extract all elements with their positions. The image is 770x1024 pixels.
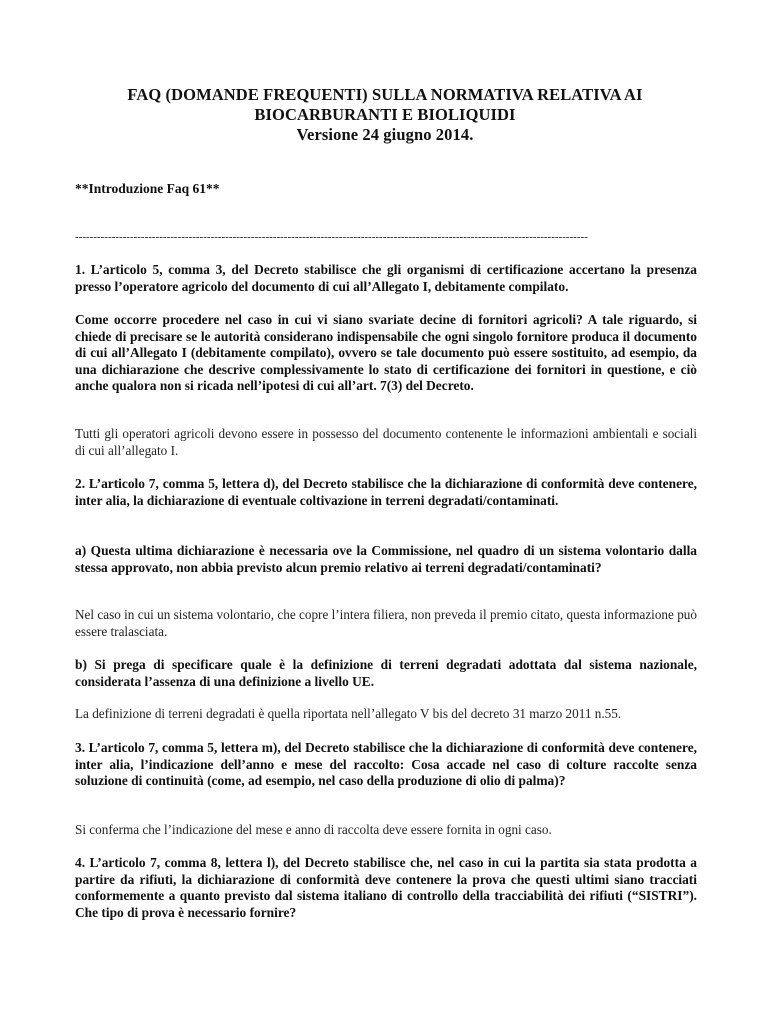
question-2b: b) Si prega di specificare quale è la definizione di terreni degradati adottata dal sistema nazionale, considerata l’assenza di una definizione a livello UE. [75,657,697,689]
intro-heading: **Introduzione Faq 61** [75,181,220,196]
title-line-2: BIOCARBURANTI E BIOLIQUIDI [254,105,516,124]
answer-3: Si conferma che l’indicazione del mese e anno di raccolta deve essere fornita in ogni caso. [75,822,552,837]
question-1-detail: Come occorre procedere nel caso in cui vi siano svariate decine di fornitori agricoli? A tale riguardo, si chiede di precisare se le autorità considerano indispensabile che ogni singolo fornitore produca il documento di cui all’Allegato I (debitamente compilato), ovvero se tale documento può essere sostituito, ad esempio, da una dichiarazione che descrive complessivamente lo stato di certificazione dei fornitori in questione, e ciò anche qualora non si ricada nell’ipotesi di cui all’art. 7(3) del Decreto. [75,312,697,394]
question-3: 3. L’articolo 7, comma 5, lettera m), del Decreto stabilisce che la dichiarazione di conformità deve contenere, inter alia, l’indicazione dell’anno e mese del raccolto: Cosa accade nel caso di colture raccolte senza soluzione di continuità (come, ad esempio, nel caso della produzione di olio di palma)? [75,740,697,789]
answer-2b: La definizione di terreni degradati è quella riportata nell’allegato V bis del decreto 31 marzo 2011 n.55. [75,706,622,721]
question-2a: a) Questa ultima dichiarazione è necessaria ove la Commissione, nel quadro di un sistema volontario dalla stessa approvato, non abbia previsto alcun premio relativo ai terreni degradati/contaminati? [75,543,697,575]
question-4: 4. L’articolo 7, comma 8, lettera l), del Decreto stabilisce che, nel caso in cui la partita sia stata prodotta a partire da rifiuti, la dichiarazione di conformità deve contenere la prova che questi ultimi siano tracciati conformemente a quanto previsto dal sistema italiano di controllo della tracciabilità dei rifiuti (“SISTRI”). Che tipo di prova è necessario fornire? [75,855,697,920]
answer-2a: Nel caso in cui un sistema volontario, che copre l’intera filiera, non preveda il premio citato, questa informazione può essere tralasciata. [75,607,697,639]
question-2: 2. L’articolo 7, comma 5, lettera d), del Decreto stabilisce che la dichiarazione di conformità deve contenere, inter alia, la dichiarazione di eventuale coltivazione in terreni degradati/contaminati. [75,476,697,508]
title-line-3: Versione 24 giugno 2014. [296,125,474,144]
document-title [0,85,770,145]
title-line-1: FAQ (DOMANDE FREQUENTI) SULLA NORMATIVA RELATIVA AI [127,85,643,104]
question-1: 1. L’articolo 5, comma 3, del Decreto stabilisce che gli organismi di certificazione accertano la presenza presso l’operatore agricolo del documento di cui all’Allegato I, debitamente compilato. [75,262,697,294]
answer-1: Tutti gli operatori agricoli devono essere in possesso del documento contenente le informazioni ambientali e sociali di cui all’allegato I. [75,426,697,458]
separator-line: -------------------------------------------------------------------------------------------------------------------------------------------- [75,231,588,243]
